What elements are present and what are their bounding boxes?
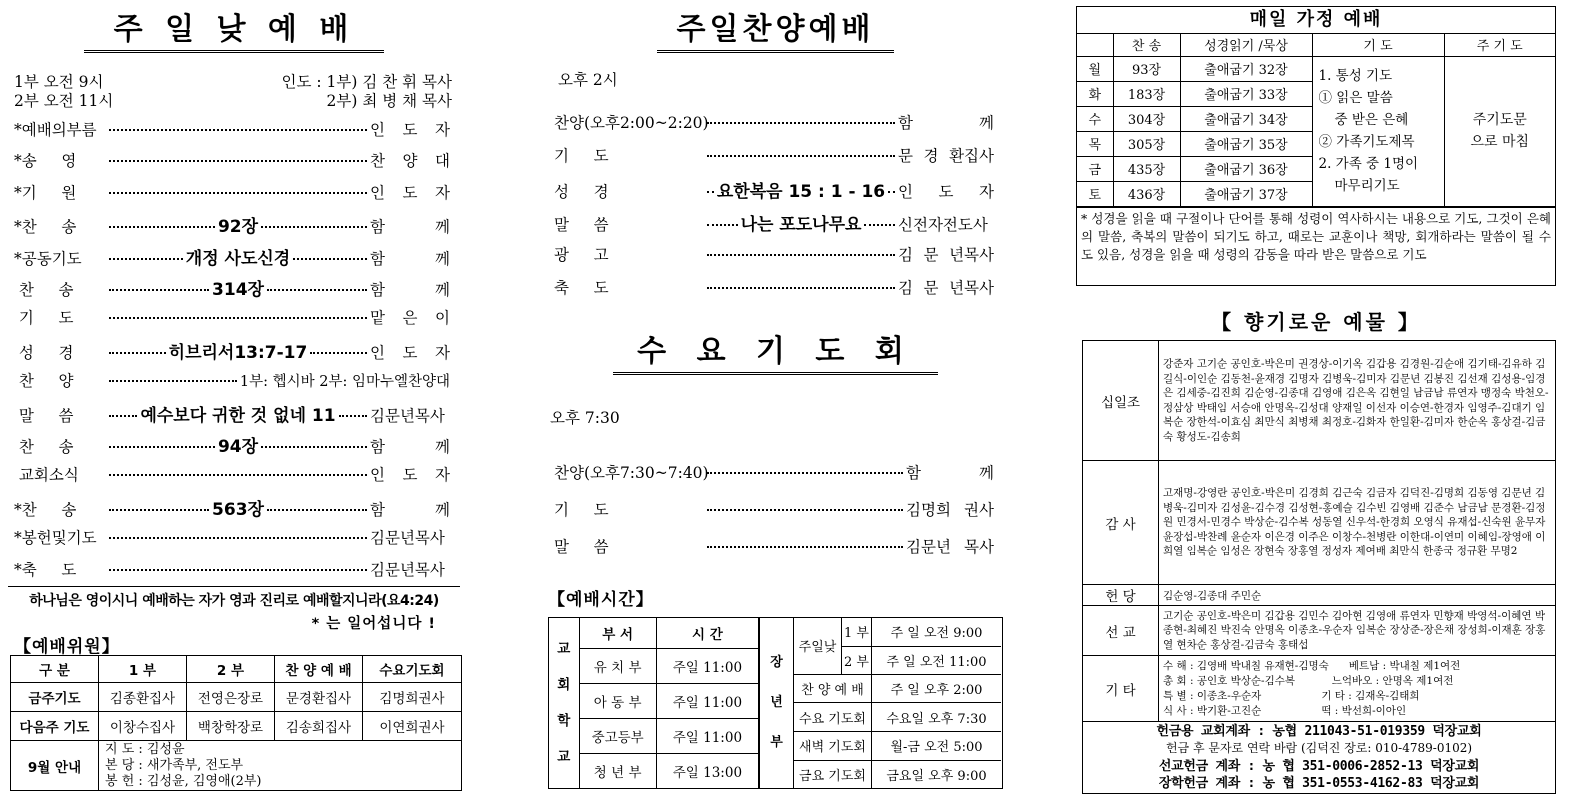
order-item [14,181,450,203]
daily-row: 목 305장 출애굽기 35장 [1077,131,1555,156]
daily-worship-box [1076,6,1556,286]
leader-dots [109,352,166,354]
order-item [14,558,450,580]
scripture-verse: 하나님은 영이시니 예배하는 자가 영과 진리로 예배할지니라(요4:24) [29,593,439,609]
wednesday-time: 오후 7:30 [550,409,620,427]
item-label: 성 경 [554,183,609,201]
offering-row: 헌 당 김순영-김종대 주민순 [1083,585,1556,606]
september-info-row: 9월 안내 지 도 : 김성윤 본 당 : 새가족부, 전도부 봉 헌 : 김성윤, 김영애(2부) [11,741,462,791]
leader-dots [109,415,137,417]
item-leader: 김문년 목사 [906,538,994,556]
daily-worship-table: 찬 송 성경읽기 /묵상 기 도 주 기 도 월 93장 출애굽기 32장 1. 통성 기도 ① 읽은 말씀 중 받은 은혜 ② 가족기도제목 2. 가족 중 1명이 마무리기도 주기도문 으로 마침 화 183장 출애굽기 33장 수 304장 출애굽기 34장 목 305장 출애굽기 35장 금 435장 출애굽기 36장 토 436장 출애굽기 37장 [1077,34,1555,207]
item-leader: 인 도 자 [370,183,450,202]
schedule-title: 【예배시간】 [548,590,654,610]
item-label: *기 원 [14,183,77,202]
daily-row: 금 435장 출애굽기 36장 [1077,156,1555,181]
item-label: *예배의부름 [14,121,97,139]
contact-note: 헌금 후 문자로 연락 바람 (김덕진 장로: 010-4789-0102) [1165,741,1473,755]
order-item [14,149,450,171]
leader-dots [109,509,209,511]
leader-dots [707,224,738,226]
leader-dots [109,192,367,194]
offering-row: 감 사 고재명-강영란 공인호-박은미 김경희 김근숙 김금자 김덕진-김명희 김동영 김문년 김병욱-김미자 김성윤-김수경 김성현-홍예슬 김수빈 김영배 김준수 남금남 문경환-김정원 민경서-민경수 박상순-김수복 성동열 신우석-한경희 오영식 유재섭-신숙원 윤무자 윤장섭-박찬례 윤순자 이은경 이주은 이창수-천병란 이한대-이연미 이혜임-장영애 이희열 임복순 임성은 장현숙 장홍열 정성자 제여배 최만식 한종국 정규환 무명2 [1083,461,1556,585]
leader-dots [293,258,367,260]
order-item [554,210,994,235]
leader-dots [310,352,367,354]
item-label: 말 씀 [554,216,609,234]
daily-row: 화 183장 출애굽기 33장 [1077,81,1555,106]
order-item [554,498,994,520]
daily-row: 수 304장 출애굽기 34장 [1077,106,1555,131]
order-item [14,463,450,485]
item-leader: 김문년목사 [370,529,445,548]
item-detail: 314장 [212,280,264,300]
offering-row: 선 교 고기순 공인호-박은미 김갑용 김민수 김아현 김영애 류연자 민향재 박영석-이혜연 박종현-최혜진 박진숙 안명옥 이종초-우순자 임복순 장상준-장은채 장성희-이재훈 장홍열 현차순 홍상걸-김금숙 홍태섭 [1083,606,1556,656]
committee-row: 다음주 기도 이창수집사 백창학장로 김송희집사 이연희권사 [11,712,462,741]
divider [8,586,460,587]
item-label: 찬 송 [14,281,74,299]
item-detail: 히브리서13:7-17 [168,342,308,363]
item-label: 축 도 [554,279,609,297]
schedule-row: 수요 기도회 수요일 오후 7:30 [760,703,1002,732]
item-label: 찬 양 [14,372,74,391]
item-leader: 인 도 자 [370,121,450,139]
praise-service-column [548,0,1003,802]
schedule-row: 금요 기도회 금요일 오후 9:00 [760,760,1002,788]
church-school-label: 교회학교 [549,618,579,788]
committee-title: 【예배위원】 [14,637,120,657]
item-label: *찬 송 [14,218,77,237]
offering-row: 십일조 강준자 고기순 공인호-박은미 권경상-이기옥 김갑용 김경원-김순애 김기태-김유하 김길식-이인순 김동천-윤재경 김명자 김병욱-김미자 김문년 김봉진 김선재 김성용-임경은 김세중-김진희 김순영-김종대 김영애 김은옥 김현일 남금남 류연자 맹정숙 박천오-정삼상 박태임 서승애 안명옥-김성대 양재일 이선자 이승연-한경자 임영주-김대기 임복순 장한석-이효심 최만식 최병채 최정호-김화자 한일환-김미자 한순옥 홍상걸-김금숙 황성도-김송희 [1083,341,1556,461]
item-leader: 함 께 [370,500,451,519]
item-leader: 함 께 [370,249,451,268]
item-detail: 예수보다 귀한 것 없네 11 [140,405,336,426]
item-leader: 김문년목사 [370,560,445,579]
item-label: 기 도 [554,147,609,165]
schedule-row: 중고등부 주일 11:00 [549,718,759,753]
praise-time: 오후 2시 [558,71,618,89]
item-detail: 92장 [217,217,259,238]
item-leader: 신전자전도사 [898,216,988,234]
item-label: 기 도 [554,501,609,519]
scholarship-account: 장학헌금 계좌 : 농 협 351-0553-4162-83 덕장교회 [1158,776,1480,791]
committee-row: 금주기도 김종환집사 전영은장로 문경환집사 김명희권사 [11,683,462,712]
item-detail: 1부: 헵시바 2부: 임마누엘찬양대 [239,374,450,391]
item-leader: 함 께 [370,218,450,237]
order-item [14,432,450,457]
item-leader: 문 경 환집사 [898,147,994,165]
order-item [14,212,450,237]
mission-account: 선교헌금 계좌 : 농 협 351-0006-2852-13 덕장교회 [1158,758,1480,774]
leader-dots [267,289,367,291]
order-item [554,535,994,557]
item-label: 찬양(오후2:00~2:20) [554,114,709,132]
item-detail: 563장 [212,499,264,520]
item-leader: 인 도 자 [370,466,450,485]
leader-dots [109,160,367,162]
stand-note: * 는 일어섭니다 ! [311,616,436,632]
leader-dots [707,509,903,511]
item-label: *봉헌및기도 [14,529,97,548]
offerings-table [1082,340,1556,794]
leader-dots [109,226,215,228]
lords-prayer: 주기도문 으로 마침 [1444,56,1555,206]
item-leader: 김 문 년목사 [898,246,994,264]
offerings-title: 【 향기로운 예물 】 [1211,310,1421,334]
item-label: 성 경 [14,343,74,362]
item-label: 광 고 [554,246,609,264]
order-item [14,401,450,426]
leader-dots [109,289,209,291]
item-leader: 함 께 [370,281,451,299]
leader-dots [707,191,714,193]
right-column [1076,0,1556,802]
prayer-guide: 1. 통성 기도 ① 읽은 말씀 중 받은 은혜 ② 가족기도제목 2. 가족 중 1명이 마무리기도 [1312,56,1444,206]
service-leaders: 인도 : 1부) 김 찬 휘 목사 2부) 최 병 채 목사 [281,73,452,110]
item-leader: 인 도 자 [898,183,994,201]
adult-label: 장년부 [760,618,794,788]
item-leader: 인 도 자 [370,343,450,362]
item-leader: 함 께 [906,464,994,482]
leader-dots [707,254,895,256]
adult-schedule-table: 장년부 주일낮 1 부 주 일 오전 9:00 2 부 주 일 오전 11:00 찬 양 예 배 주 일 오후 2:00 수요 기도회 수요일 오후 7:30 새벽 기도회 월-금 오전 5:00 금요 기도회 금요일 오후 9:00 [759,618,1001,788]
schedule-row: 청 년 부 주일 13:00 [549,754,759,788]
leader-dots [109,537,367,539]
leader-dots [864,224,895,226]
item-detail: 나는 포도나무요 [740,215,862,235]
item-leader: 김명희 권사 [906,501,994,519]
leader-dots [109,474,367,476]
praise-service-title: 주일찬양예배 [548,4,1003,53]
leader-dots [707,546,903,548]
item-label: 말 씀 [14,406,74,425]
daily-row: 토 436장 출애굽기 37장 [1077,181,1555,206]
schedule-row: 아 동 부 주일 11:00 [549,683,759,718]
daily-row: 월 93장 출애굽기 32장 1. 통성 기도 ① 읽은 말씀 중 받은 은혜 ② 가족기도제목 2. 가족 중 1명이 마무리기도 주기도문 으로 마침 [1077,56,1555,81]
accounts-row [1083,722,1556,794]
sunday-service-column [8,0,460,802]
order-item [14,306,450,328]
order-item [554,111,994,133]
item-label: *공동기도 [14,249,82,268]
item-leader: 맡 은 이 [370,309,450,328]
item-detail: 요한복음 15 : 1 - 16 [716,182,886,202]
item-label: 기 도 [14,309,74,328]
sunday-service-title: 주 일 낮 예 배 [8,4,460,53]
daily-worship-title: 매일 가정 예배 [1077,7,1555,34]
leader-dots [109,129,367,131]
order-item [14,275,450,300]
order-item [14,495,450,520]
schedule-row: 찬 양 예 배 주 일 오후 2:00 [760,674,1002,703]
leader-dots [109,258,183,260]
church-account: 헌금용 교회계좌 : 농협 211043-51-019359 덕장교회 [1156,723,1482,739]
item-label: *찬 송 [14,500,77,519]
item-detail: 개정 사도신경 [185,248,291,269]
order-item [14,118,450,140]
order-item [14,244,450,269]
leader-dots [707,122,895,124]
order-item [554,243,994,265]
item-leader: 김 문 년목사 [898,279,994,297]
order-item [554,461,994,483]
leader-dots [888,191,895,193]
item-label: *송 영 [14,152,77,171]
order-item [554,144,994,166]
order-item [554,276,994,298]
leader-dots [261,446,367,448]
item-leader: 함 께 [898,114,994,132]
item-label: 찬 송 [14,438,74,456]
leader-dots [109,569,367,571]
committee-table [10,655,462,791]
church-school-table: 교회학교 부 서 시 간 유 치 부 주일 11:00 아 동 부 주일 11:00 중고등부 주일 11:00 청 년 부 주일 13:00 [549,618,759,788]
leader-dots [707,287,895,289]
schedule-row: 유 치 부 주일 11:00 [549,648,759,683]
item-label: 교회소식 [14,466,79,485]
service-times: 1부 오전 9시 2부 오전 11시 [14,73,114,110]
item-leader: 김문년목사 [370,406,445,425]
schedule-row: 새벽 기도회 월-금 오전 5:00 [760,731,1002,760]
item-leader: 찬 양 대 [370,152,450,171]
daily-worship-note: * 성경을 읽을 때 구절이나 단어를 통해 성령이 역사하시는 내용으로 기도, 그것이 은혜의 말씀, 축복의 말씀이 되기도 하고, 때로는 교훈이나 책망, 회개하라는 말씀이 될 수도 있음, 성경을 읽을 때 성령의 감동을 따라 받은 말씀으로 기도 [1077,207,1555,266]
leader-dots [339,415,367,417]
committee-header-row: 구 분 1 부 2 부 찬 양 예 배 수요기도회 [11,656,462,683]
order-item [14,369,450,391]
leader-dots [109,380,237,382]
item-detail: 94장 [217,437,259,457]
item-label: 말 씀 [554,538,609,556]
leader-dots [109,446,215,448]
item-leader: 함 께 [370,438,450,456]
schedule-box [548,617,1003,789]
leader-dots [707,155,895,157]
leader-dots [267,509,367,511]
leader-dots [707,472,903,474]
item-label: 찬양(오후7:30~7:40) [554,464,709,482]
leader-dots [261,226,367,228]
item-label: *축 도 [14,560,77,579]
order-item [14,526,450,548]
order-item [14,338,450,363]
wednesday-title: 수 요 기 도 회 [548,326,1003,375]
offering-row: 기 타 수 해 : 김영배 박내칠 유재현-김명숙 베트남 : 박내칠 제1여전 총 회 : 공인호 박상순-김수복 느억바오 : 안명옥 제1여전 특 별 : 이종초-우순자 기 타 : 김재옥-김태희 식 사 : 박기환-고진순 떡 : 박선희-이아인 [1083,656,1556,722]
order-item [554,177,994,202]
leader-dots [109,317,367,319]
